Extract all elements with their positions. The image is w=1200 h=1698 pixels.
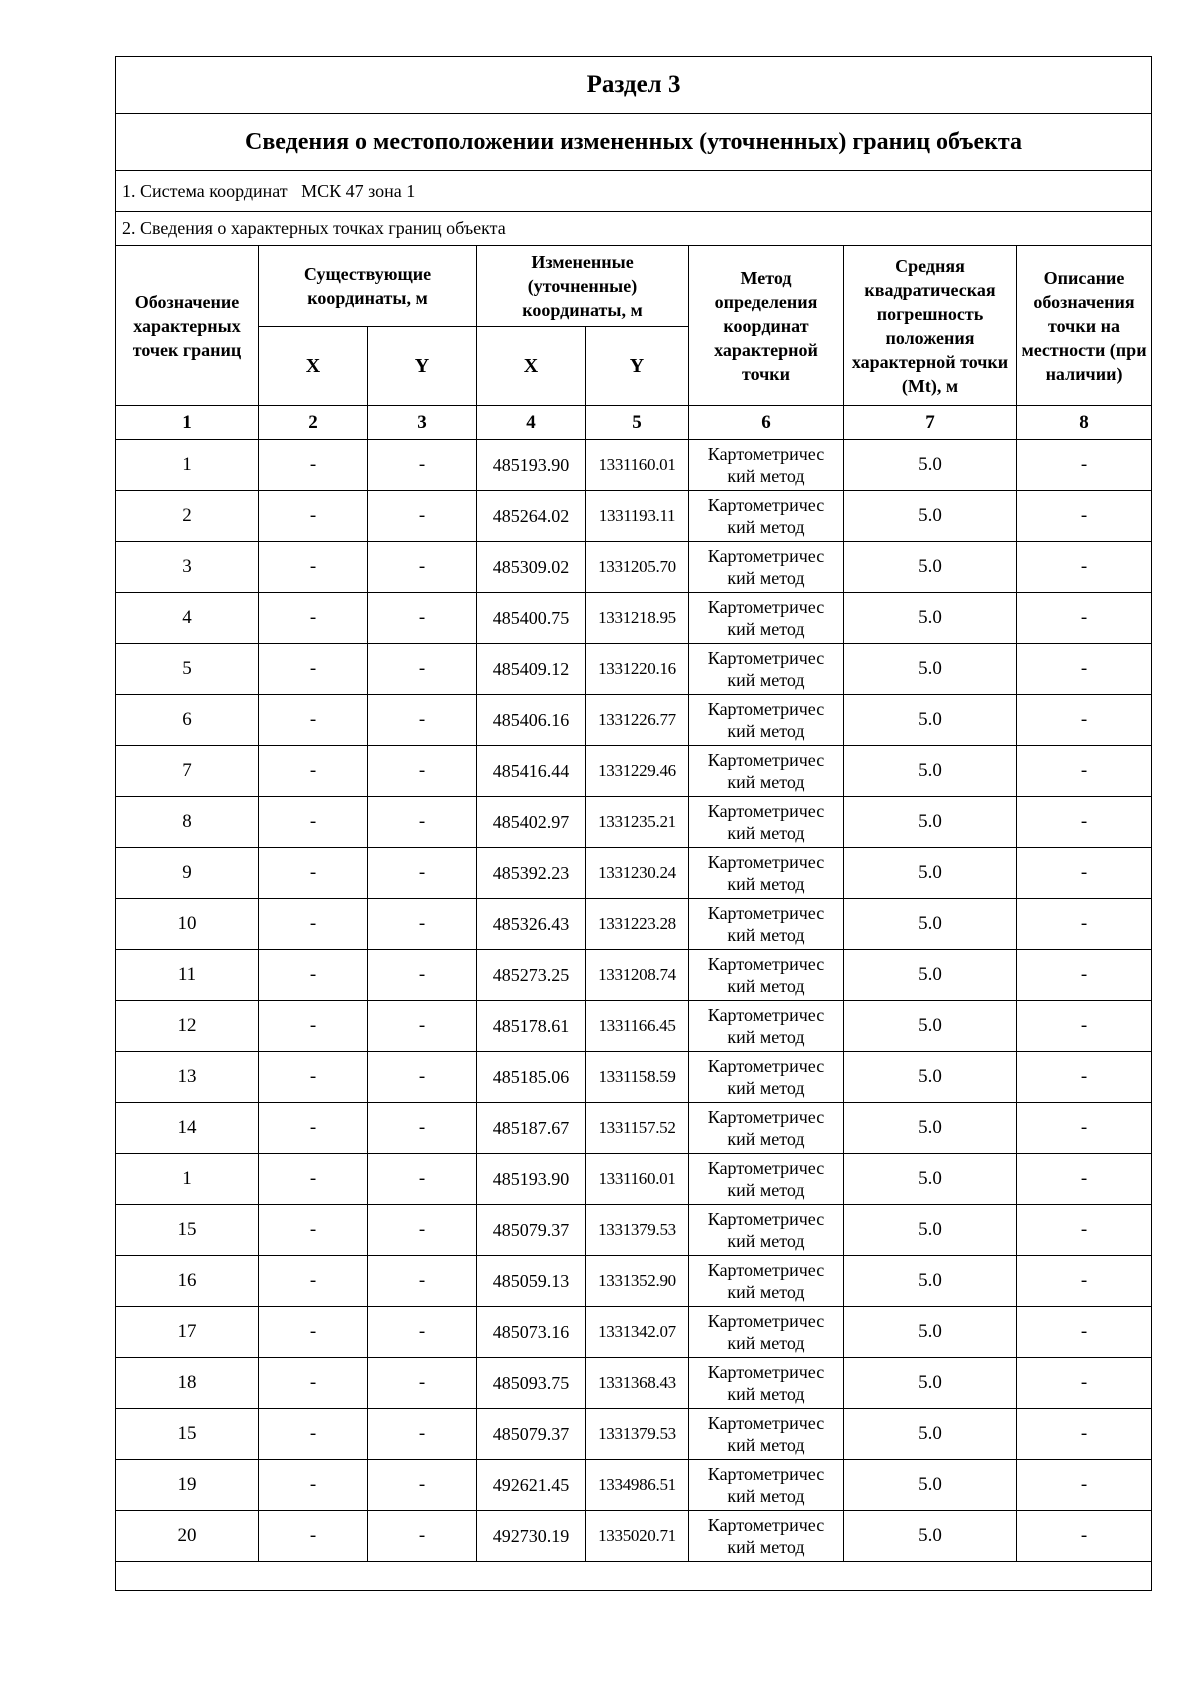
point-number: 8 — [116, 797, 259, 848]
table-row — [116, 1307, 1152, 1358]
point-description: - — [1017, 542, 1152, 593]
existing-x: - — [259, 644, 368, 695]
existing-x: - — [259, 1001, 368, 1052]
existing-y: - — [368, 1511, 477, 1562]
point-description: - — [1017, 848, 1152, 899]
method — [689, 1103, 844, 1154]
changed-y: 1331160.01 — [586, 440, 689, 491]
column-number: 6 — [689, 406, 844, 440]
existing-x: - — [259, 593, 368, 644]
point-description: - — [1017, 1409, 1152, 1460]
method-line: кий метод — [727, 925, 805, 945]
changed-y: 1331158.59 — [586, 1052, 689, 1103]
existing-x: - — [259, 1460, 368, 1511]
changed-x: 485193.90 — [477, 1154, 586, 1205]
existing-y: - — [368, 746, 477, 797]
point-description: - — [1017, 1460, 1152, 1511]
error-mt: 5.0 — [844, 1409, 1017, 1460]
point-description: - — [1017, 950, 1152, 1001]
method-line: Картометричес — [707, 750, 825, 770]
existing-y: - — [368, 1307, 477, 1358]
existing-x: - — [259, 695, 368, 746]
table-row — [116, 848, 1152, 899]
point-number: 15 — [116, 1205, 259, 1256]
existing-x: - — [259, 440, 368, 491]
point-number: 7 — [116, 746, 259, 797]
changed-x: 485273.25 — [477, 950, 586, 1001]
column-number: 8 — [1017, 406, 1152, 440]
changed-y: 1331166.45 — [586, 1001, 689, 1052]
existing-x: - — [259, 797, 368, 848]
method-line: кий метод — [727, 466, 805, 486]
point-number: 4 — [116, 593, 259, 644]
point-number: 1 — [116, 440, 259, 491]
table-row — [116, 1256, 1152, 1307]
error-mt: 5.0 — [844, 1358, 1017, 1409]
changed-y: 1331220.16 — [586, 644, 689, 695]
changed-y: 1331230.24 — [586, 848, 689, 899]
table-row — [116, 1103, 1152, 1154]
point-description: - — [1017, 1001, 1152, 1052]
coord-system — [116, 171, 1152, 212]
method — [689, 542, 844, 593]
changed-y: 1335020.71 — [586, 1511, 689, 1562]
existing-x: - — [259, 1205, 368, 1256]
changed-x: 485093.75 — [477, 1358, 586, 1409]
method — [689, 1001, 844, 1052]
existing-y: - — [368, 950, 477, 1001]
method-line: Картометричес — [707, 1260, 825, 1280]
table-row — [116, 440, 1152, 491]
method — [689, 1052, 844, 1103]
point-number: 16 — [116, 1256, 259, 1307]
table-row — [116, 797, 1152, 848]
existing-y: - — [368, 1052, 477, 1103]
existing-x: - — [259, 1256, 368, 1307]
error-mt: 5.0 — [844, 746, 1017, 797]
method — [689, 1307, 844, 1358]
changed-x: 485409.12 — [477, 644, 586, 695]
method-line: Картометричес — [707, 1413, 825, 1433]
method-line: кий метод — [727, 1129, 805, 1149]
column-number: 3 — [368, 406, 477, 440]
method — [689, 1205, 844, 1256]
header-existing-y: Y — [368, 327, 477, 406]
changed-y: 1331208.74 — [586, 950, 689, 1001]
point-number: 17 — [116, 1307, 259, 1358]
method-line: кий метод — [727, 823, 805, 843]
method — [689, 950, 844, 1001]
existing-y: - — [368, 1256, 477, 1307]
error-mt: 5.0 — [844, 899, 1017, 950]
section-subtitle: Сведения о местоположении измененных (уточненных) границ объекта — [116, 114, 1152, 171]
point-description: - — [1017, 1511, 1152, 1562]
error-mt: 5.0 — [844, 440, 1017, 491]
method — [689, 899, 844, 950]
point-description: - — [1017, 746, 1152, 797]
header-existing-x: X — [259, 327, 368, 406]
changed-x: 485193.90 — [477, 440, 586, 491]
point-number: 12 — [116, 1001, 259, 1052]
point-description: - — [1017, 1052, 1152, 1103]
error-mt: 5.0 — [844, 1205, 1017, 1256]
method-line: кий метод — [727, 976, 805, 996]
document-sheet — [115, 56, 1151, 1591]
table-row — [116, 1409, 1152, 1460]
error-mt: 5.0 — [844, 950, 1017, 1001]
changed-y: 1331193.11 — [586, 491, 689, 542]
header-changed-y: Y — [586, 327, 689, 406]
changed-y: 1331223.28 — [586, 899, 689, 950]
existing-y: - — [368, 848, 477, 899]
changed-y: 1331235.21 — [586, 797, 689, 848]
method-line: кий метод — [727, 670, 805, 690]
point-description: - — [1017, 1256, 1152, 1307]
error-mt: 5.0 — [844, 1052, 1017, 1103]
method-line: кий метод — [727, 1537, 805, 1557]
point-description: - — [1017, 695, 1152, 746]
changed-y: 1331368.43 — [586, 1358, 689, 1409]
point-number: 11 — [116, 950, 259, 1001]
method-line: кий метод — [727, 1435, 805, 1455]
method — [689, 1256, 844, 1307]
point-number: 20 — [116, 1511, 259, 1562]
method-line: кий метод — [727, 1486, 805, 1506]
method-line: Картометричес — [707, 954, 825, 974]
header-method: Метод определения координат характерной точки — [689, 246, 844, 406]
changed-y: 1331218.95 — [586, 593, 689, 644]
method — [689, 440, 844, 491]
table-row — [116, 1358, 1152, 1409]
error-mt: 5.0 — [844, 1511, 1017, 1562]
changed-y: 1331226.77 — [586, 695, 689, 746]
method-line: кий метод — [727, 1027, 805, 1047]
method — [689, 491, 844, 542]
method-line: Картометричес — [707, 1005, 825, 1025]
method-line: кий метод — [727, 1333, 805, 1353]
existing-y: - — [368, 1001, 477, 1052]
method — [689, 1511, 844, 1562]
method-line: кий метод — [727, 517, 805, 537]
existing-y: - — [368, 1154, 477, 1205]
changed-x: 485326.43 — [477, 899, 586, 950]
point-description: - — [1017, 644, 1152, 695]
changed-x: 485059.13 — [477, 1256, 586, 1307]
method — [689, 1460, 844, 1511]
existing-x: - — [259, 1409, 368, 1460]
changed-y: 1334986.51 — [586, 1460, 689, 1511]
point-number: 13 — [116, 1052, 259, 1103]
point-description: - — [1017, 1358, 1152, 1409]
table-row — [116, 1460, 1152, 1511]
point-number: 1 — [116, 1154, 259, 1205]
existing-y: - — [368, 1358, 477, 1409]
table-row — [116, 1154, 1152, 1205]
method-line: кий метод — [727, 1078, 805, 1098]
existing-x: - — [259, 848, 368, 899]
method — [689, 593, 844, 644]
table-row — [116, 593, 1152, 644]
column-number: 4 — [477, 406, 586, 440]
error-mt: 5.0 — [844, 1154, 1017, 1205]
table-row — [116, 644, 1152, 695]
existing-x: - — [259, 1052, 368, 1103]
point-number: 9 — [116, 848, 259, 899]
table-row — [116, 950, 1152, 1001]
method-line: Картометричес — [707, 903, 825, 923]
error-mt: 5.0 — [844, 1256, 1017, 1307]
method-line: кий метод — [727, 1180, 805, 1200]
changed-x: 485185.06 — [477, 1052, 586, 1103]
method — [689, 1154, 844, 1205]
method-line: Картометричес — [707, 1515, 825, 1535]
existing-x: - — [259, 1358, 368, 1409]
table-footer-cell — [116, 1562, 1152, 1591]
section-title: Раздел 3 — [116, 57, 1152, 114]
method-line: Картометричес — [707, 1362, 825, 1382]
changed-x: 485402.97 — [477, 797, 586, 848]
method-line: Картометричес — [707, 1158, 825, 1178]
method-line: Картометричес — [707, 699, 825, 719]
existing-y: - — [368, 1460, 477, 1511]
changed-y: 1331160.01 — [586, 1154, 689, 1205]
header-changed-x: X — [477, 327, 586, 406]
error-mt: 5.0 — [844, 593, 1017, 644]
existing-x: - — [259, 1511, 368, 1562]
column-numbers-row — [116, 406, 1152, 440]
changed-x: 485416.44 — [477, 746, 586, 797]
existing-y: - — [368, 1409, 477, 1460]
point-description: - — [1017, 1154, 1152, 1205]
column-number: 2 — [259, 406, 368, 440]
method-line: Картометричес — [707, 597, 825, 617]
method-line: Картометричес — [707, 1464, 825, 1484]
method-line: кий метод — [727, 1231, 805, 1251]
method-line: Картометричес — [707, 1311, 825, 1331]
table-row — [116, 695, 1152, 746]
existing-x: - — [259, 746, 368, 797]
header-existing: Существующие координаты, м — [259, 246, 477, 327]
column-number: 1 — [116, 406, 259, 440]
existing-y: - — [368, 1103, 477, 1154]
method — [689, 797, 844, 848]
coord-system-value: МСК 47 зона 1 — [301, 180, 416, 201]
changed-y: 1331229.46 — [586, 746, 689, 797]
error-mt: 5.0 — [844, 1460, 1017, 1511]
changed-x: 485187.67 — [477, 1103, 586, 1154]
point-description: - — [1017, 440, 1152, 491]
point-description: - — [1017, 1205, 1152, 1256]
changed-x: 485178.61 — [477, 1001, 586, 1052]
error-mt: 5.0 — [844, 797, 1017, 848]
existing-y: - — [368, 899, 477, 950]
method-line: Картометричес — [707, 801, 825, 821]
method-line: Картометричес — [707, 495, 825, 515]
method-line: Картометричес — [707, 1209, 825, 1229]
changed-y: 1331157.52 — [586, 1103, 689, 1154]
table-row — [116, 1511, 1152, 1562]
header-description: Описание обозначения точки на местности (при наличии) — [1017, 246, 1152, 406]
existing-x: - — [259, 1307, 368, 1358]
point-description: - — [1017, 1103, 1152, 1154]
changed-y: 1331379.53 — [586, 1205, 689, 1256]
method-line: Картометричес — [707, 444, 825, 464]
point-description: - — [1017, 491, 1152, 542]
method-line: кий метод — [727, 619, 805, 639]
changed-y: 1331342.07 — [586, 1307, 689, 1358]
table-row — [116, 1052, 1152, 1103]
point-number: 14 — [116, 1103, 259, 1154]
error-mt: 5.0 — [844, 848, 1017, 899]
method-line: кий метод — [727, 772, 805, 792]
error-mt: 5.0 — [844, 542, 1017, 593]
error-mt: 5.0 — [844, 644, 1017, 695]
point-number: 3 — [116, 542, 259, 593]
header-error: Средняя квадратическая погрешность положения характерной точки (Mt), м — [844, 246, 1017, 406]
existing-y: - — [368, 1205, 477, 1256]
changed-x: 485073.16 — [477, 1307, 586, 1358]
existing-y: - — [368, 491, 477, 542]
header-designation: Обозначение характерных точек границ — [116, 246, 259, 406]
method — [689, 848, 844, 899]
changed-x: 485079.37 — [477, 1409, 586, 1460]
existing-x: - — [259, 1154, 368, 1205]
existing-x: - — [259, 899, 368, 950]
existing-x: - — [259, 542, 368, 593]
changed-x: 485406.16 — [477, 695, 586, 746]
boundary-table — [115, 56, 1152, 1591]
changed-y: 1331379.53 — [586, 1409, 689, 1460]
column-number: 5 — [586, 406, 689, 440]
error-mt: 5.0 — [844, 1001, 1017, 1052]
method-line: кий метод — [727, 721, 805, 741]
method — [689, 695, 844, 746]
method-line: Картометричес — [707, 1107, 825, 1127]
table-footer-row — [116, 1562, 1152, 1591]
point-description: - — [1017, 593, 1152, 644]
points-heading: 2. Сведения о характерных точках границ объекта — [116, 212, 1152, 246]
changed-x: 485400.75 — [477, 593, 586, 644]
method — [689, 1409, 844, 1460]
table-row — [116, 1205, 1152, 1256]
method-line: Картометричес — [707, 1056, 825, 1076]
point-number: 10 — [116, 899, 259, 950]
point-number: 6 — [116, 695, 259, 746]
table-row — [116, 491, 1152, 542]
existing-x: - — [259, 950, 368, 1001]
point-number: 5 — [116, 644, 259, 695]
changed-y: 1331205.70 — [586, 542, 689, 593]
header-changed: Измененные (уточненные) координаты, м — [477, 246, 689, 327]
existing-y: - — [368, 695, 477, 746]
method-line: Картометричес — [707, 546, 825, 566]
method-line: кий метод — [727, 1282, 805, 1302]
method — [689, 644, 844, 695]
existing-x: - — [259, 1103, 368, 1154]
point-description: - — [1017, 899, 1152, 950]
point-number: 19 — [116, 1460, 259, 1511]
method — [689, 1358, 844, 1409]
existing-y: - — [368, 593, 477, 644]
method-line: кий метод — [727, 874, 805, 894]
changed-x: 485309.02 — [477, 542, 586, 593]
column-number: 7 — [844, 406, 1017, 440]
point-description: - — [1017, 1307, 1152, 1358]
method-line: кий метод — [727, 1384, 805, 1404]
error-mt: 5.0 — [844, 1103, 1017, 1154]
error-mt: 5.0 — [844, 491, 1017, 542]
error-mt: 5.0 — [844, 695, 1017, 746]
point-number: 15 — [116, 1409, 259, 1460]
changed-x: 485392.23 — [477, 848, 586, 899]
changed-x: 492730.19 — [477, 1511, 586, 1562]
method-line: Картометричес — [707, 852, 825, 872]
coord-system-label: 1. Система координат — [122, 180, 288, 201]
existing-y: - — [368, 542, 477, 593]
table-row — [116, 899, 1152, 950]
existing-x: - — [259, 491, 368, 542]
error-mt: 5.0 — [844, 1307, 1017, 1358]
table-row — [116, 542, 1152, 593]
point-number: 18 — [116, 1358, 259, 1409]
changed-x: 485264.02 — [477, 491, 586, 542]
method — [689, 746, 844, 797]
table-row — [116, 746, 1152, 797]
changed-x: 492621.45 — [477, 1460, 586, 1511]
changed-x: 485079.37 — [477, 1205, 586, 1256]
existing-y: - — [368, 440, 477, 491]
point-number: 2 — [116, 491, 259, 542]
existing-y: - — [368, 797, 477, 848]
method-line: Картометричес — [707, 648, 825, 668]
existing-y: - — [368, 644, 477, 695]
changed-y: 1331352.90 — [586, 1256, 689, 1307]
point-description: - — [1017, 797, 1152, 848]
table-row — [116, 1001, 1152, 1052]
method-line: кий метод — [727, 568, 805, 588]
